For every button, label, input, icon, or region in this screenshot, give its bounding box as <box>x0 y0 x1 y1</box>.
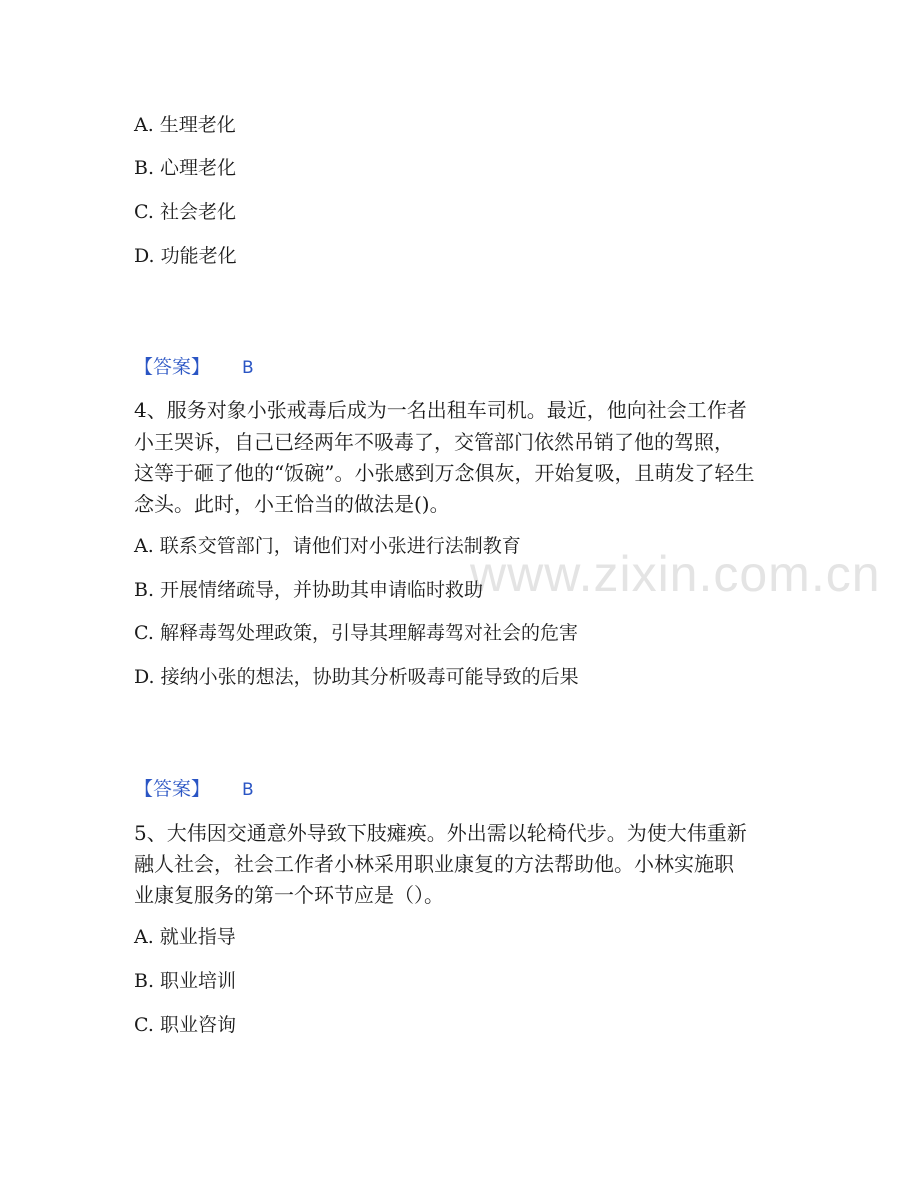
option-b: B. 职业培训 <box>134 970 237 992</box>
question-5-line: 5、大伟因交通意外导致下肢瘫痪。外出需以轮椅代步。为使大伟重新 <box>134 821 747 845</box>
option-b: B. 开展情绪疏导，并协助其申请临时救助 <box>134 579 484 601</box>
question-4-line: 4、服务对象小张戒毒后成为一名出租车司机。最近，他向社会工作者 <box>134 398 747 422</box>
option-c: C. 社会老化 <box>134 201 236 223</box>
answer-value: B <box>242 780 254 800</box>
watermark: www.zixin.com.cn <box>470 546 881 602</box>
answer-value: B <box>242 358 254 378</box>
option-d: D. 接纳小张的想法，协助其分析吸毒可能导致的后果 <box>134 666 579 688</box>
question-5-line: 业康复服务的第一个环节应是（）。 <box>134 883 444 907</box>
option-b: B. 心理老化 <box>134 157 237 179</box>
answer-label: 【答案】 <box>134 356 211 378</box>
answer-row <box>134 355 254 380</box>
question-4-line: 念头。此时，小王恰当的做法是()。 <box>134 492 450 516</box>
option-c: C. 解释毒驾处理政策，引导其理解毒驾对社会的危害 <box>134 622 578 644</box>
answer-row <box>134 777 254 802</box>
question-4-line: 小王哭诉，自己已经两年不吸毒了，交管部门依然吊销了他的驾照， <box>134 430 734 454</box>
option-c: C. 职业咨询 <box>134 1014 236 1036</box>
option-d: D. 功能老化 <box>134 245 237 267</box>
option-a: A. 就业指导 <box>134 926 236 948</box>
option-a: A. 生理老化 <box>134 114 236 136</box>
option-a: A. 联系交管部门，请他们对小张进行法制教育 <box>134 535 521 557</box>
question-5-line: 融人社会，社会工作者小林采用职业康复的方法帮助他。小林实施职 <box>134 852 734 876</box>
question-4-line: 这等于砸了他的“饭碗”。小张感到万念俱灰，开始复吸，且萌发了轻生 <box>134 461 755 485</box>
answer-label: 【答案】 <box>134 778 211 800</box>
